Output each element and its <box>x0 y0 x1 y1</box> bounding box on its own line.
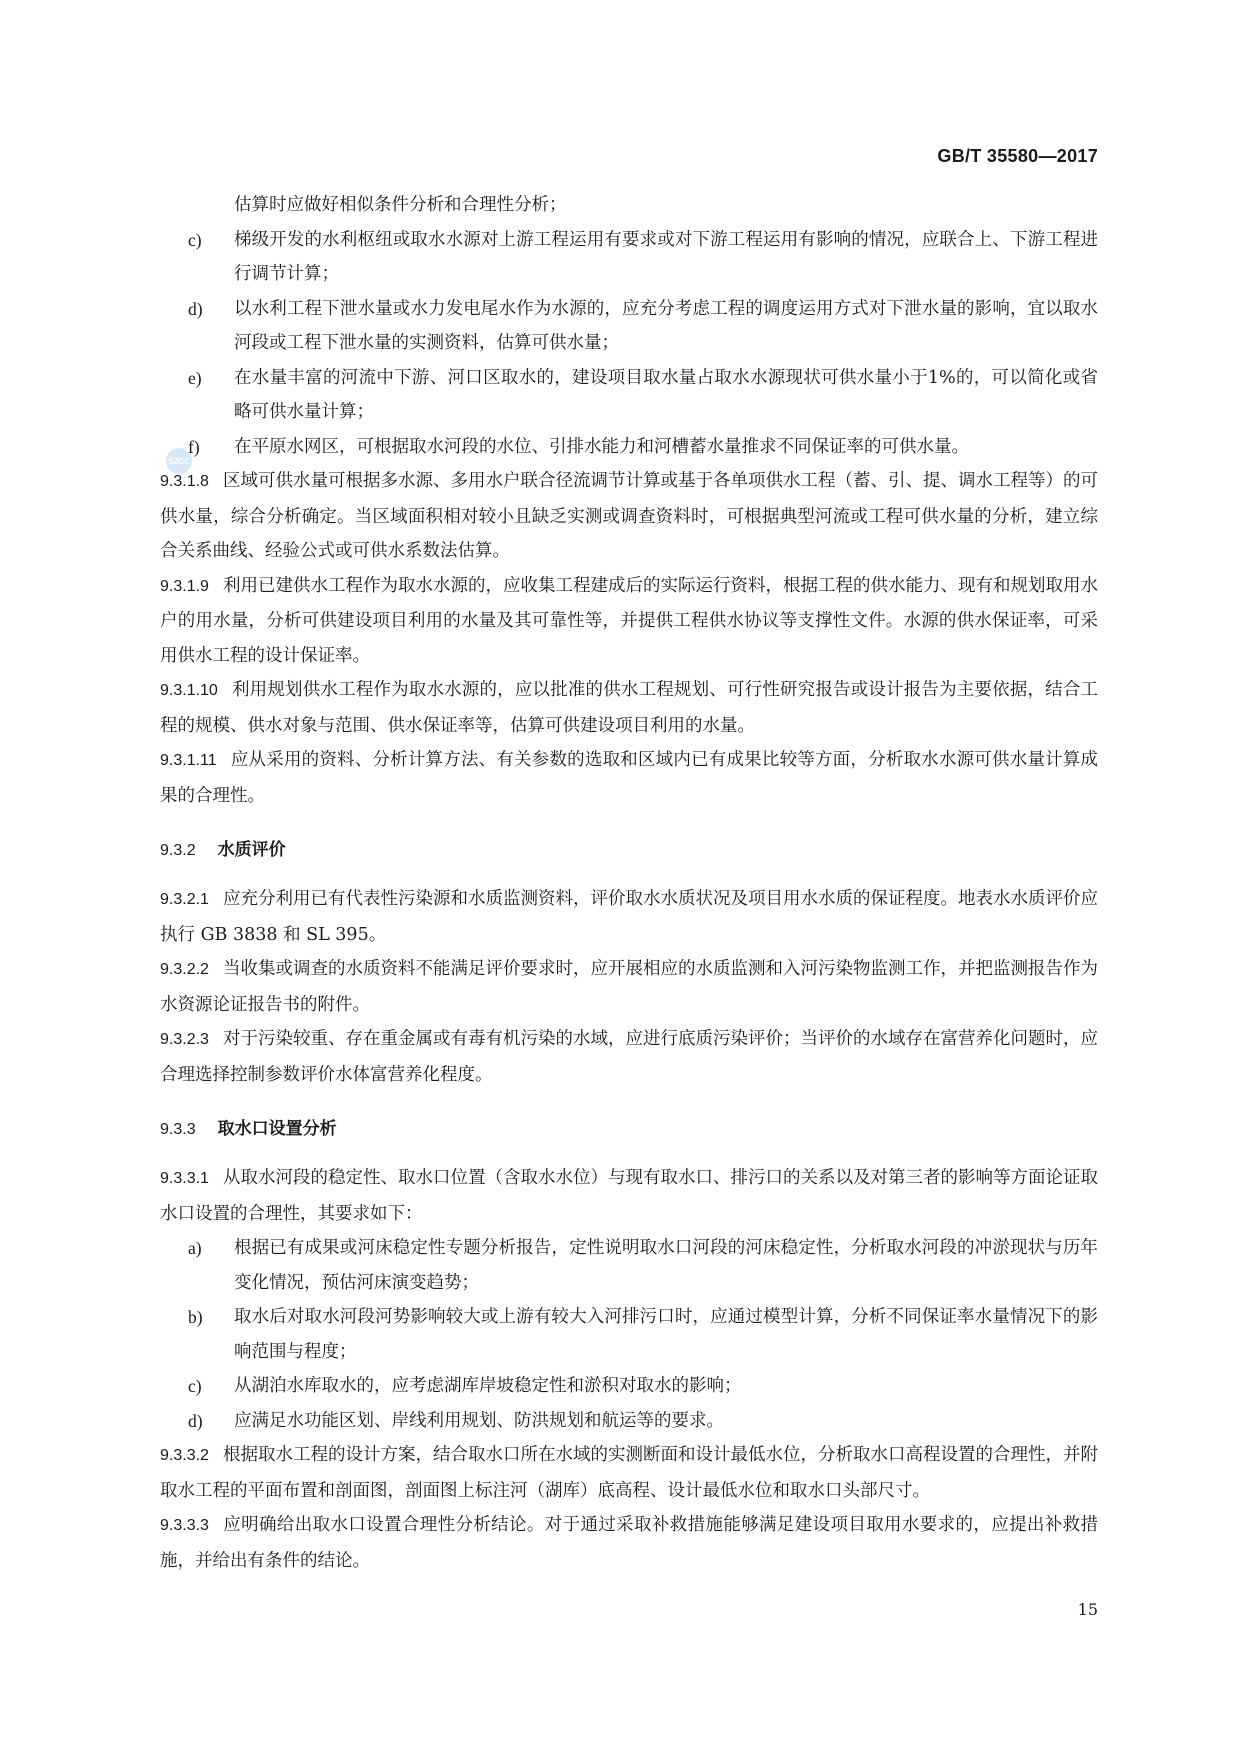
clause-text: 区域可供水量可根据多水源、多用水户联合径流调节计算或基于各单项供水工程（蓄、引、提、调水工程等）的可供水量，综合分析确定。当区域面积相对较小且缺乏实测或调查资料时，可根据典型河流或工程可供水量的分析，建立综合关系曲线、经验公式或可供水系数法估算。 <box>160 471 1098 561</box>
clause <box>160 952 1098 1022</box>
clause-number: 9.3.1.8 <box>160 473 209 490</box>
clause-number: 9.3.1.10 <box>160 682 218 699</box>
clause-text: 应充分利用已有代表性污染源和水质监测资料，评价取水水质状况及项目用水水质的保证程度。地表水水质评价应执行 GB 3838 和 SL 395。 <box>160 889 1098 945</box>
list-item-text: 根据已有成果或河床稳定性专题分析报告，定性说明取水口河段的河床稳定性，分析取水河段的冲淤现状与历年变化情况，预估河床演变趋势； <box>234 1238 1098 1293</box>
clause <box>160 569 1098 674</box>
clause-number: 9.3.2.2 <box>160 961 209 978</box>
list-item-text: 在平原水网区，可根据取水河段的水位、引排水能力和河槽蓄水量推求不同保证率的可供水量。 <box>234 436 969 457</box>
clause <box>160 1022 1098 1092</box>
list-marker: c) <box>188 229 202 250</box>
section-title: 取水口设置分析 <box>217 1119 337 1139</box>
clause-number: 9.3.1.11 <box>160 752 217 769</box>
water-supply-list <box>160 223 1098 465</box>
list-item <box>160 430 1098 465</box>
clause <box>160 1438 1098 1508</box>
clause-number: 9.3.3.3 <box>160 1517 209 1534</box>
list-item <box>160 1404 1098 1439</box>
document-body <box>160 188 1098 1578</box>
clause-text: 根据取水工程的设计方案，结合取水口所在水域的实测断面和设计最低水位，分析取水口高程设置的合理性，并附取水工程的平面布置和剖面图，剖面图上标注河（湖库）底高程、设计最低水位和取水口头部尺寸。 <box>160 1445 1098 1501</box>
list-marker: d) <box>188 1410 203 1431</box>
list-item <box>160 223 1098 292</box>
list-item <box>160 1300 1098 1369</box>
clause-text: 利用规划供水工程作为取水水源的，应以批准的供水工程规划、可行性研究报告或设计报告为主要依据，结合工程的规模、供水对象与范围、供水保证率等，估算可供建设项目利用的水量。 <box>160 680 1098 736</box>
continued-list-item: 估算时应做好相似条件分析和合理性分析； <box>234 195 567 215</box>
list-item-text: 梯级开发的水利枢纽或取水水源对上游工程运用有要求或对下游工程运用有影响的情况，应联合上、下游工程进行调节计算； <box>234 229 1098 284</box>
clause-text: 应从采用的资料、分析计算方法、有关参数的选取和区域内已有成果比较等方面，分析取水水源可供水量计算成果的合理性。 <box>160 750 1098 806</box>
list-item-text: 以水利工程下泄水量或水力发电尾水作为水源的，应充分考虑工程的调度运用方式对下泄水量的影响，宜以取水河段或工程下泄水量的实测资料，估算可供水量； <box>234 298 1098 353</box>
list-item-text: 从湖泊水库取水的，应考虑湖库岸坡稳定性和淤积对取水的影响； <box>234 1376 742 1396</box>
list-item <box>160 292 1098 361</box>
list-item <box>160 361 1098 430</box>
section-number: 9.3.2 <box>160 842 196 859</box>
list-item <box>160 1231 1098 1300</box>
page-number: 15 <box>1077 1600 1098 1619</box>
clause-text: 当收集或调查的水质资料不能满足评价要求时，应开展相应的水质监测和入河污染物监测工作，并把监测报告作为水资源论证报告书的附件。 <box>160 959 1098 1015</box>
standard-code: GB/T 35580—2017 <box>937 146 1098 166</box>
clause <box>160 743 1098 813</box>
list-item-text: 取水后对取水河段河势影响较大或上游有较大入河排污口时，应通过模型计算，分析不同保证率水量情况下的影响范围与程度； <box>234 1307 1098 1362</box>
section-heading <box>160 835 1098 866</box>
clause <box>160 464 1098 569</box>
clause-text: 从取水河段的稳定性、取水口位置（含取水水位）与现有取水口、排污口的关系以及对第三者的影响等方面论证取水口设置的合理性，其要求如下： <box>160 1168 1098 1224</box>
list-marker: f) <box>188 436 200 457</box>
clause <box>160 1161 1098 1231</box>
section-heading <box>160 1114 1098 1145</box>
list-marker: c) <box>188 1376 202 1396</box>
clause-number: 9.3.1.9 <box>160 577 209 595</box>
list-marker: a) <box>188 1238 202 1258</box>
clause-text: 应明确给出取水口设置合理性分析结论。对于通过采取补救措施能够满足建设项目取用水要求的，应提出补救措施，并给出有条件的结论。 <box>160 1515 1098 1571</box>
clause-number: 9.3.3.2 <box>160 1447 209 1464</box>
clause <box>160 1508 1098 1578</box>
section-number: 9.3.3 <box>160 1121 196 1138</box>
list-item-text: 应满足水功能区划、岸线利用规划、防洪规划和航运等的要求。 <box>234 1410 724 1431</box>
clause-number: 9.3.2.3 <box>160 1031 209 1048</box>
clause-number: 9.3.2.1 <box>160 891 209 908</box>
clause-text: 利用已建供水工程作为取水水源的，应收集工程建成后的实际运行资料，根据工程的供水能力、现有和规划取用水户的用水量，分析可供建设项目利用的水量及其可靠性等，并提供工程供水协议等支撑性文件。水源的供水保证率，可采用供水工程的设计保证率。 <box>160 575 1098 666</box>
clause-text: 对于污染较重、存在重金属或有毒有机污染的水域，应进行底质污染评价；当评价的水域存在富营养化问题时，应合理选择控制参数评价水体富营养化程度。 <box>160 1029 1098 1085</box>
list-marker: e) <box>188 367 202 388</box>
list-item <box>160 1369 1098 1404</box>
clause <box>160 673 1098 743</box>
section-title: 水质评价 <box>217 840 286 860</box>
clause <box>160 882 1098 952</box>
org-seal-icon: SZCC <box>166 448 192 474</box>
list-marker: b) <box>188 1307 203 1327</box>
clause-number: 9.3.3.1 <box>160 1170 209 1187</box>
intake-requirements-list <box>160 1231 1098 1438</box>
list-item-text: 在水量丰富的河流中下游、河口区取水的，建设项目取水量占取水水源现状可供水量小于1%的，可以简化或省略可供水量计算； <box>234 367 1098 422</box>
list-marker: d) <box>188 298 203 319</box>
